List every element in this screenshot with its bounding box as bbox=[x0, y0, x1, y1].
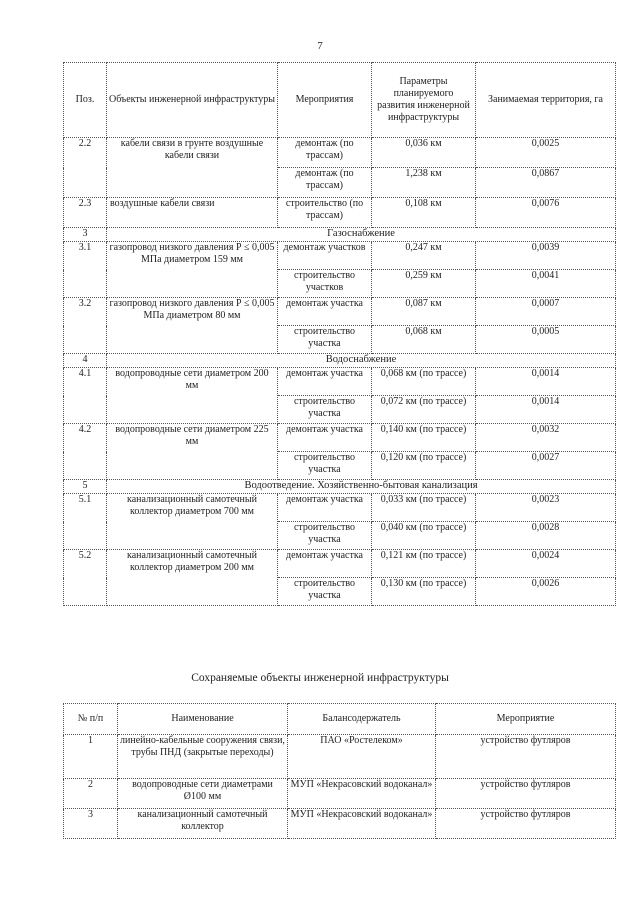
row-param: 0,120 км (по трассе) bbox=[372, 452, 476, 480]
section-number: 5 bbox=[64, 480, 107, 494]
row-area: 0,0028 bbox=[476, 522, 616, 550]
row-area: 0,0007 bbox=[476, 298, 616, 326]
row-param: 0,068 км (по трассе) bbox=[372, 368, 476, 396]
engineering-infrastructure-table bbox=[63, 62, 616, 606]
row-holder: МУП «Некрасовский водоканал» bbox=[288, 809, 436, 839]
header-params: Параметры планируемого развития инженерной инфраструктуры bbox=[372, 63, 476, 138]
row-measure: строительство участков bbox=[278, 270, 372, 298]
preserved-objects-caption: Сохраняемые объекты инженерной инфраструктуры bbox=[191, 672, 449, 684]
section-title: Газоснабжение bbox=[107, 228, 616, 242]
row-area: 0,0032 bbox=[476, 424, 616, 452]
table-row bbox=[64, 198, 616, 228]
row-num: 1 bbox=[64, 735, 118, 779]
row-area: 0,0867 bbox=[476, 168, 616, 198]
section-title: Водоотведение. Хозяйственно-бытовая канализация bbox=[107, 480, 616, 494]
header-holder: Балансодержатель bbox=[288, 704, 436, 735]
table-header-row bbox=[64, 63, 616, 138]
row-param: 0,259 км bbox=[372, 270, 476, 298]
row-object: канализационный самотечный коллектор диаметром 700 мм bbox=[107, 494, 278, 550]
header-num: № п/п bbox=[64, 704, 118, 735]
row-area: 0,0014 bbox=[476, 396, 616, 424]
table-row bbox=[64, 735, 616, 779]
row-name: канализационный самотечный коллектор bbox=[118, 809, 288, 839]
row-measure: демонтаж участка bbox=[278, 550, 372, 578]
page-number: 7 bbox=[317, 40, 323, 52]
row-param: 0,072 км (по трассе) bbox=[372, 396, 476, 424]
header-objects: Объекты инженерной инфраструктуры bbox=[107, 63, 278, 138]
row-pos: 2.3 bbox=[64, 198, 107, 228]
row-pos: 5.1 bbox=[64, 494, 107, 550]
row-name: линейно-кабельные сооружения связи, трубы ПНД (закрытые переходы) bbox=[118, 735, 288, 779]
row-pos: 4.1 bbox=[64, 368, 107, 424]
section-number: 4 bbox=[64, 354, 107, 368]
row-area: 0,0025 bbox=[476, 138, 616, 168]
row-pos: 5.2 bbox=[64, 550, 107, 606]
row-pos: 4.2 bbox=[64, 424, 107, 480]
row-pos: 3.2 bbox=[64, 298, 107, 354]
row-measure: строительство участка bbox=[278, 326, 372, 354]
section-title: Водоснабжение bbox=[107, 354, 616, 368]
row-area: 0,0023 bbox=[476, 494, 616, 522]
section-number: 3 bbox=[64, 228, 107, 242]
row-object: газопровод низкого давления Р ≤ 0,005 МПа диаметром 159 мм bbox=[107, 242, 278, 298]
row-area: 0,0041 bbox=[476, 270, 616, 298]
table-row bbox=[64, 779, 616, 809]
row-area: 0,0076 bbox=[476, 198, 616, 228]
table-row bbox=[64, 424, 616, 452]
row-param: 0,121 км (по трассе) bbox=[372, 550, 476, 578]
row-object: кабели связи в грунте воздушные кабели связи bbox=[107, 138, 278, 198]
row-object: газопровод низкого давления Р ≤ 0,005 МПа диаметром 80 мм bbox=[107, 298, 278, 354]
row-measure: устройство футляров bbox=[436, 735, 616, 779]
row-measure: строительство участка bbox=[278, 452, 372, 480]
row-measure: устройство футляров bbox=[436, 809, 616, 839]
header-measure: Мероприятие bbox=[436, 704, 616, 735]
row-area: 0,0005 bbox=[476, 326, 616, 354]
row-area: 0,0026 bbox=[476, 578, 616, 606]
row-param: 0,108 км bbox=[372, 198, 476, 228]
row-measure: демонтаж участка bbox=[278, 494, 372, 522]
row-param: 0,033 км (по трассе) bbox=[372, 494, 476, 522]
table-row bbox=[64, 494, 616, 522]
row-area: 0,0027 bbox=[476, 452, 616, 480]
row-area: 0,0024 bbox=[476, 550, 616, 578]
table-row bbox=[64, 550, 616, 578]
row-measure: строительство участка bbox=[278, 578, 372, 606]
row-num: 3 bbox=[64, 809, 118, 839]
row-param: 0,040 км (по трассе) bbox=[372, 522, 476, 550]
table-header-row bbox=[64, 704, 616, 735]
row-param: 0,087 км bbox=[372, 298, 476, 326]
header-pos: Поз. bbox=[64, 63, 107, 138]
header-territory: Занимаемая территория, га bbox=[476, 63, 616, 138]
preserved-objects-table bbox=[63, 703, 616, 839]
row-measure: демонтаж участка bbox=[278, 424, 372, 452]
header-name: Наименование bbox=[118, 704, 288, 735]
row-pos: 3.1 bbox=[64, 242, 107, 298]
row-param: 0,068 км bbox=[372, 326, 476, 354]
row-measure: устройство футляров bbox=[436, 779, 616, 809]
row-object: канализационный самотечный коллектор диаметром 200 мм bbox=[107, 550, 278, 606]
row-measure: строительство участка bbox=[278, 396, 372, 424]
row-name: водопроводные сети диаметрами Ø100 мм bbox=[118, 779, 288, 809]
row-param: 1,238 км bbox=[372, 168, 476, 198]
row-measure: строительство (по трассам) bbox=[278, 198, 372, 228]
table-row bbox=[64, 298, 616, 326]
table-row bbox=[64, 368, 616, 396]
row-param: 0,140 км (по трассе) bbox=[372, 424, 476, 452]
row-param: 0,036 км bbox=[372, 138, 476, 168]
row-measure: демонтаж (по трассам) bbox=[278, 168, 372, 198]
row-object: воздушные кабели связи bbox=[107, 198, 278, 228]
row-param: 0,130 км (по трассе) bbox=[372, 578, 476, 606]
row-param: 0,247 км bbox=[372, 242, 476, 270]
row-holder: ПАО «Ростелеком» bbox=[288, 735, 436, 779]
row-measure: демонтаж участков bbox=[278, 242, 372, 270]
row-object: водопроводные сети диаметром 225 мм bbox=[107, 424, 278, 480]
row-pos: 2.2 bbox=[64, 138, 107, 198]
row-holder: МУП «Некрасовский водоканал» bbox=[288, 779, 436, 809]
section-row bbox=[64, 354, 616, 368]
section-row bbox=[64, 480, 616, 494]
row-measure: демонтаж (по трассам) bbox=[278, 138, 372, 168]
row-area: 0,0014 bbox=[476, 368, 616, 396]
row-num: 2 bbox=[64, 779, 118, 809]
header-measures: Мероприятия bbox=[278, 63, 372, 138]
table-row bbox=[64, 138, 616, 168]
table-row bbox=[64, 809, 616, 839]
row-measure: строительство участка bbox=[278, 522, 372, 550]
row-area: 0,0039 bbox=[476, 242, 616, 270]
row-object: водопроводные сети диаметром 200 мм bbox=[107, 368, 278, 424]
section-row bbox=[64, 228, 616, 242]
row-measure: демонтаж участка bbox=[278, 368, 372, 396]
row-measure: демонтаж участка bbox=[278, 298, 372, 326]
table-row bbox=[64, 242, 616, 270]
